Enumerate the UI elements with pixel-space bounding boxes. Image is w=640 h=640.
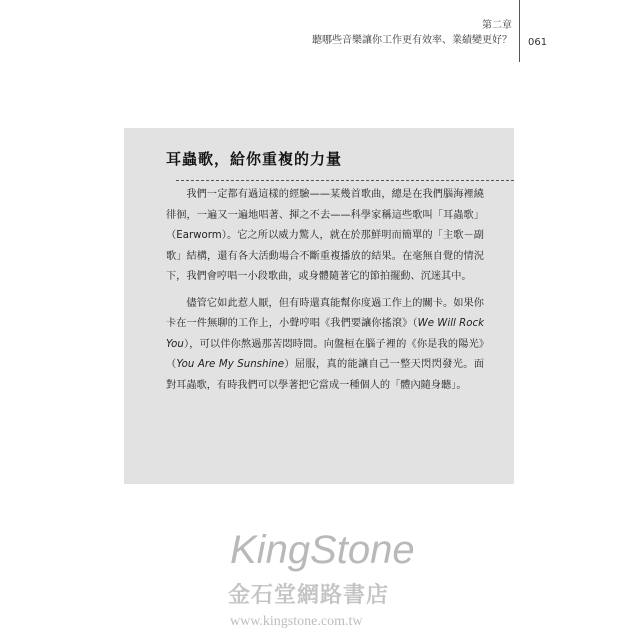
page-number: 061 bbox=[528, 37, 548, 48]
watermark-chinese: 金石堂網路書店 bbox=[228, 582, 390, 608]
text-run: 儘管它如此惹人厭，但有時還真能幫你度過工作上的關卡。如果你卡在一件無聊的工作上，小聲哼唱《我們要讓你搖滾》（ bbox=[166, 297, 484, 329]
watermark-brand: KingStone bbox=[230, 528, 415, 572]
text-run: ）屈服，真的能讓自己一整天閃閃發光。面對耳蟲歌，有時我們可以學著把它當成一種個人的「體內隨身聽」。 bbox=[166, 359, 485, 391]
header-divider bbox=[519, 0, 520, 62]
sidebar-box bbox=[124, 128, 514, 484]
sidebar-paragraph bbox=[166, 185, 484, 288]
running-header bbox=[312, 18, 512, 48]
text-run: ），可以伴你熬過那苦悶時間。向盤桓在腦子裡的《你是我的陽光》（ bbox=[166, 338, 484, 370]
sidebar-title: 耳蟲歌，給你重複的力量 bbox=[166, 150, 343, 168]
sidebar-body bbox=[166, 185, 484, 396]
chapter-subtitle: 聽哪些音樂讓你工作更有效率、業績變更好？ bbox=[312, 35, 512, 46]
title-divider bbox=[176, 180, 514, 181]
text-run: 我們一定都有過這樣的經驗——某幾首歌曲，總是在我們腦海裡繞徘徊，一遍又一遍地唱著、揮之不去——科學家稱這些歌叫「耳蟲歌」（Earworm）。它之所以威力驚人，就在於那鮮明而簡單的「主歌－副歌」結構，還有各大活動場合不斷重複播放的結果。在毫無自覺的情況下，我們會哼唱一小段歌曲，或身體隨著它的節拍擺動、沉迷其中。 bbox=[166, 189, 484, 282]
watermark-url: www.kingstone.com.tw bbox=[230, 614, 363, 629]
chapter-label: 第二章 bbox=[482, 20, 512, 31]
song-title-english: We Will Rock You bbox=[166, 318, 484, 350]
sidebar-paragraph bbox=[166, 294, 484, 397]
song-title-english: You Are My Sunshine bbox=[176, 359, 284, 370]
